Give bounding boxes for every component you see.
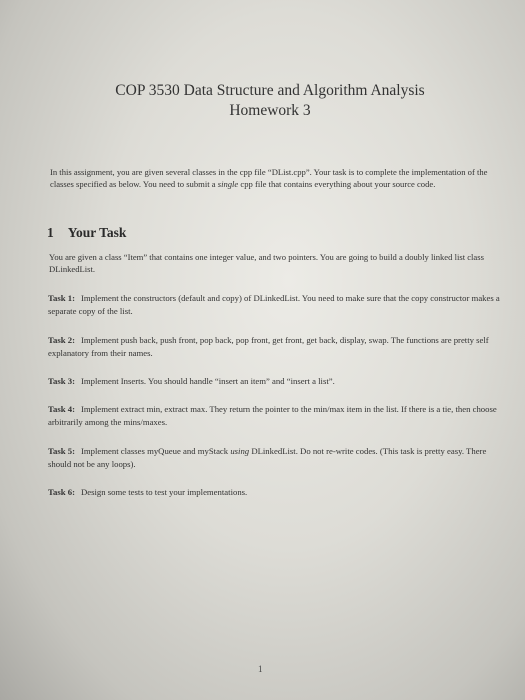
intro-text-2: cpp file that contains everything about your source code.	[238, 179, 436, 190]
task-label: Task 4:	[48, 404, 75, 414]
homework-title: Homework 3	[229, 102, 311, 119]
task-text: Implement the constructors (default and copy) of DLinkedList. You need to make sure that the copy constructor makes a separate copy of the list.	[48, 293, 500, 316]
section-heading	[47, 225, 126, 241]
section-number: 1	[47, 225, 54, 240]
task-3	[48, 375, 500, 388]
intro-emphasis: single	[217, 179, 239, 190]
task-6	[48, 486, 500, 499]
task-label: Task 5:	[48, 446, 75, 456]
task-label: Task 2:	[48, 335, 75, 345]
task-label: Task 6:	[48, 487, 75, 497]
task-text: Implement classes myQueue and myStack	[80, 446, 231, 456]
task-label: Task 1:	[48, 293, 75, 303]
task-5	[48, 445, 500, 470]
intro-text-1: In this assignment, you are given several classes in the cpp file “DList.cpp”. Your task is to complete the implementation of the classes specified as below. You need to submit a	[50, 167, 488, 190]
section-title: Your Task	[67, 225, 127, 240]
task-text: Implement extract min, extract max. They return the pointer to the min/max item in the list. If there is a tie, then choose arbitrarily among the mins/maxes.	[48, 404, 497, 427]
course-title: COP 3530 Data Structure and Algorithm Analysis	[115, 82, 425, 99]
intro-paragraph	[50, 166, 495, 191]
task-text: Implement Inserts. You should handle “insert an item” and “insert a list”.	[80, 376, 335, 386]
page-number: 1	[258, 664, 263, 674]
task-1	[48, 292, 500, 317]
document-title	[60, 81, 480, 121]
task-label: Task 3:	[48, 376, 75, 386]
task-4	[48, 403, 500, 428]
task-text: Design some tests to test your implementations.	[80, 487, 248, 497]
task-text-continued: DLinkedList. Do not re-write codes. (This task is pretty easy. There should not be any loops).	[48, 446, 487, 469]
task-text: Implement push back, push front, pop back, pop front, get front, get back, display, swap. The functions are pretty self explanatory from their names.	[48, 335, 489, 358]
task-2	[48, 334, 500, 359]
task-emphasis: using	[230, 446, 250, 456]
section-paragraph: You are given a class “Item” that contains one integer value, and two pointers. You are going to build a doubly linked list class DLinkedList.	[49, 252, 484, 275]
